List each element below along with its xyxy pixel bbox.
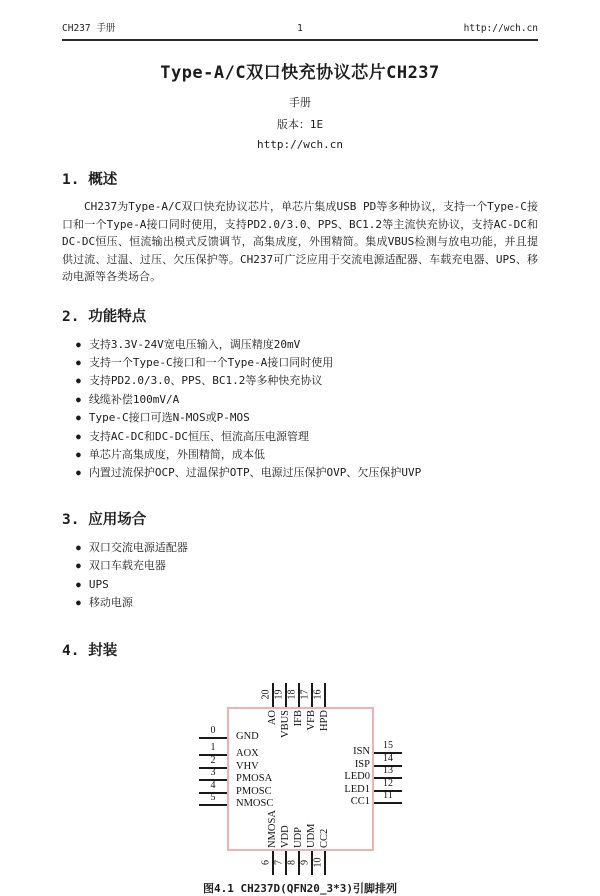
pin-name: LED0 bbox=[344, 771, 370, 783]
bullet-text: 支持AC-DC和DC-DC恒压、恒流高压电源管理 bbox=[88, 429, 310, 443]
bullet-item bbox=[76, 464, 538, 482]
features-list bbox=[62, 336, 538, 483]
pin-name: VDD bbox=[280, 825, 291, 849]
bullet-item bbox=[76, 446, 538, 464]
pin-number: 16 bbox=[312, 689, 324, 700]
pin-lead bbox=[199, 804, 227, 806]
pin-number: 3 bbox=[210, 767, 216, 779]
pin-lead bbox=[374, 802, 402, 804]
section-applications-heading: 3. 应用场合 bbox=[62, 511, 147, 528]
bullet-item bbox=[76, 557, 538, 575]
pin-number: 4 bbox=[210, 779, 216, 791]
bullet-text: 双口交流电源适配器 bbox=[88, 540, 188, 554]
bullet-item bbox=[76, 576, 538, 594]
bullet-text: 内置过流保护OCP、过温保护OTP、电源过压保护OVP、欠压保护UVP bbox=[88, 466, 422, 480]
bullet-icon: ● bbox=[76, 339, 81, 349]
bullet-icon: ● bbox=[76, 468, 81, 478]
pin-lead bbox=[199, 737, 227, 739]
pin-number: 17 bbox=[299, 689, 311, 700]
bullet-item bbox=[76, 354, 538, 372]
section-features-heading: 2. 功能特点 bbox=[62, 308, 147, 325]
bullet-icon: ● bbox=[76, 579, 81, 589]
header-rule bbox=[62, 39, 538, 41]
doc-subtitle: 手册 bbox=[289, 96, 311, 109]
bullet-item bbox=[76, 391, 538, 409]
pin-lead bbox=[324, 683, 326, 707]
pin-name: PMOSC bbox=[236, 785, 272, 797]
pin-number: 13 bbox=[383, 765, 393, 777]
bullet-icon: ● bbox=[76, 542, 81, 552]
pin-name: ISN bbox=[353, 746, 370, 758]
pin-number: 5 bbox=[210, 792, 216, 804]
bullet-icon: ● bbox=[76, 413, 81, 423]
pin-number: 14 bbox=[383, 752, 393, 764]
bullet-icon: ● bbox=[76, 357, 81, 367]
pin-number: 7 bbox=[273, 860, 285, 866]
pin-number: 19 bbox=[273, 689, 285, 700]
pin-name: VHV bbox=[236, 760, 259, 772]
bullet-text: Type-C接口可选N-MOS或P-MOS bbox=[88, 411, 250, 425]
pin-name: UDM bbox=[306, 823, 317, 849]
page-header bbox=[62, 20, 538, 34]
bullet-text: 线缆补偿100mV/A bbox=[88, 392, 180, 406]
doc-url-link[interactable]: http://wch.cn bbox=[256, 138, 344, 151]
pinout-diagram bbox=[62, 673, 538, 878]
pin-number: 9 bbox=[299, 860, 311, 866]
bullet-icon: ● bbox=[76, 449, 81, 459]
pin-name: CC2 bbox=[319, 829, 330, 849]
header-page-number: 1 bbox=[297, 23, 303, 34]
pin-name: UDP bbox=[293, 827, 304, 849]
pin-name: VBUS bbox=[280, 710, 291, 739]
bullet-text: UPS bbox=[88, 577, 109, 591]
figure-caption: 图4.1 CH237D(QFN20_3*3)引脚排列 bbox=[202, 882, 398, 896]
pin-name: CC1 bbox=[350, 796, 370, 808]
pin-name: NMOSA bbox=[267, 810, 278, 849]
bullet-text: 支持PD2.0/3.0、PPS、BC1.2等多种快充协议 bbox=[88, 374, 323, 388]
bullet-icon: ● bbox=[76, 561, 81, 571]
bullet-item bbox=[76, 372, 538, 390]
header-url-link[interactable]: http://wch.cn bbox=[463, 23, 539, 34]
bullet-text: 移动电源 bbox=[88, 595, 133, 609]
pin-number: 18 bbox=[286, 689, 298, 700]
bullet-icon: ● bbox=[76, 376, 81, 386]
bullet-icon: ● bbox=[76, 431, 81, 441]
section-applications bbox=[62, 508, 538, 613]
pin-name: AO bbox=[267, 710, 278, 726]
bullet-text: 支持3.3V-24V宽电压输入，调压精度20mV bbox=[88, 337, 301, 351]
doc-title: Type-A/C双口快充协议芯片CH237 bbox=[160, 63, 440, 83]
doc-version: 版本：1E bbox=[276, 118, 324, 131]
pin-lead bbox=[324, 851, 326, 875]
pin-number: 2 bbox=[210, 754, 216, 766]
bullet-text: 单芯片高集成度，外围精简，成本低 bbox=[88, 447, 265, 461]
pin-name: AOX bbox=[236, 748, 259, 760]
bullet-icon: ● bbox=[76, 597, 81, 607]
bullet-item bbox=[76, 428, 538, 446]
section-overview bbox=[62, 168, 538, 286]
bullet-item bbox=[76, 336, 538, 354]
pin-name: HPD bbox=[319, 710, 330, 732]
bullet-item bbox=[76, 594, 538, 612]
pin-number: 0 bbox=[210, 725, 216, 737]
pin-number: 6 bbox=[260, 860, 272, 866]
section-features bbox=[62, 305, 538, 483]
pin-number: 12 bbox=[383, 777, 393, 789]
pin-number: 11 bbox=[383, 790, 393, 802]
section-package-heading: 4. 封装 bbox=[62, 643, 118, 660]
applications-list bbox=[62, 539, 538, 613]
pin-number: 8 bbox=[286, 860, 298, 866]
pin-number: 1 bbox=[210, 742, 216, 754]
pin-name: GND bbox=[236, 731, 259, 743]
bullet-item bbox=[76, 539, 538, 557]
section-package bbox=[62, 639, 538, 896]
section-overview-heading: 1. 概述 bbox=[62, 172, 118, 188]
pin-name: IFB bbox=[293, 710, 304, 727]
bullet-text: 双口车载充电器 bbox=[88, 559, 166, 573]
pin-name: NMOSC bbox=[236, 798, 274, 810]
pin-name: ISP bbox=[354, 758, 370, 770]
pin-number: 10 bbox=[312, 857, 324, 868]
pin-name: VFB bbox=[306, 710, 317, 731]
bullet-icon: ● bbox=[76, 394, 81, 404]
header-doc-title: CH237 手册 bbox=[62, 23, 116, 34]
pin-number: 15 bbox=[383, 740, 393, 752]
pin-name: PMOSA bbox=[236, 773, 273, 785]
overview-paragraph: CH237为Type-A/C双口快充协议芯片，单芯片集成USB PD等多种协议，支持一个Type-C接口和一个Type-A接口同时使用，支持PD2.0/3.0、PPS、BC1.2等主流快充协议，支持AC-DC和DC-DC恒压、恒流输出模式反馈调节，高集成度，外围精简。集成VBUS检测与放电功能，并且提供过流、过温、过压、欠压保护等。CH237可广泛应用于交流电源适配器、车载充电器、UPS、移动电源等各类场合。 bbox=[62, 200, 538, 283]
pin-number: 20 bbox=[260, 689, 272, 700]
pin-name: LED1 bbox=[344, 783, 370, 795]
bullet-text: 支持一个Type-C接口和一个Type-A接口同时使用 bbox=[88, 355, 334, 369]
bullet-item bbox=[76, 409, 538, 427]
